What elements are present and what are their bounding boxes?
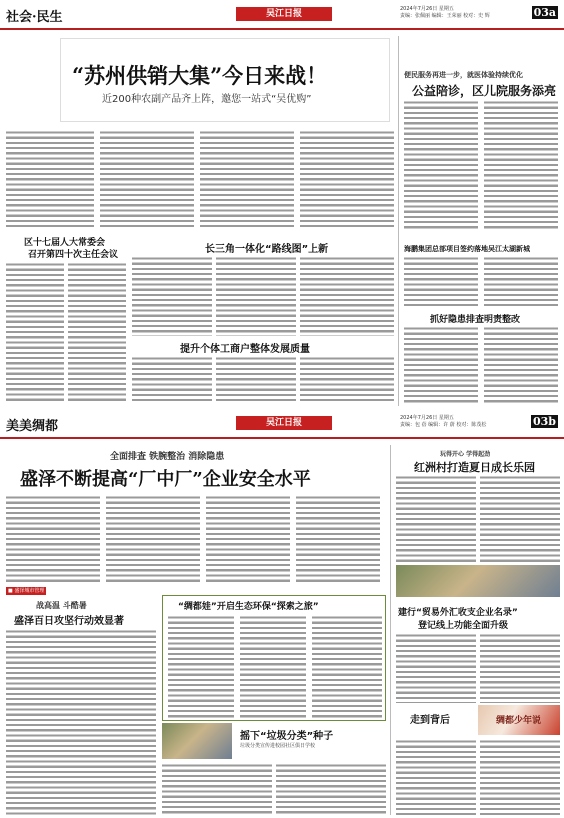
masthead-logo: 吴江日报 [236,416,332,430]
center-photo [162,723,232,759]
right-bottom-col-1 [396,739,476,815]
story4-headline: 提升个体工商户整体发展质量 [180,344,310,355]
right-bottom-headline: 走到背后 [410,715,450,726]
lead-article-col-3 [200,130,294,230]
page-meta: 2024年7月26日 星期五 责编：张佩丽 编辑：王荣丽 校对：史 辉 [400,6,490,19]
eco-headline: “绸都娃”开启生态环保“探索之旅” [178,602,319,612]
right-mid-col-1 [396,633,476,703]
story4-col-1 [132,356,212,404]
right-col-1 [404,100,478,230]
lead-col-1 [6,495,100,585]
lead-col-3 [206,495,290,585]
eco-col-2 [240,615,306,719]
page-03b [0,409,564,818]
page-number: 03b [533,415,556,428]
story2-col-1 [6,262,64,402]
story3-col-1 [132,256,212,336]
story2-col-2 [68,262,126,402]
right-mid-col-2 [480,633,560,703]
story3-col-2 [216,256,296,336]
right-headline: 公益陪诊，区儿院服务添亮 [412,84,557,98]
story3-headline: 长三角一体化“路线图”上新 [205,244,329,255]
eco-col-3 [312,615,382,719]
story2-headline-2: 召开第四十次主任会议 [28,250,119,260]
center-sub-col-2 [276,763,386,815]
masthead-logo: 吴江日报 [236,7,332,21]
column-tag: ■ 盛泽城市管理 [8,588,45,594]
lead-headline: 盛泽不断提高“厂中厂”企业安全水平 [20,469,311,490]
right-mid-headline-2: 登记线上功能全面升级 [418,621,509,631]
right-story3-col-1 [404,326,478,404]
lead-article-col-1 [6,130,94,230]
left-headline: 盛泽百日攻坚行动效显著 [14,616,124,627]
center-sub-col-1 [162,763,272,815]
right-story2-col-2 [484,256,558,306]
page-header [0,409,564,439]
right-photo [396,565,560,597]
story3-col-3 [300,256,394,336]
lead-article-col-2 [100,130,194,230]
lead-col-2 [106,495,200,585]
right-story3-col-2 [484,326,558,404]
page-header [0,0,564,30]
right-story3-headline: 抓好隐患排查明责整改 [430,315,521,325]
right-mid-headline-1: 建行“贸易外汇收支企业名录” [398,608,518,618]
story4-col-3 [300,356,394,404]
right-col-2 [480,475,560,563]
section-title: 美美绸都 [6,419,59,434]
right-headline: 红洲村打造夏日成长乐园 [414,461,535,474]
right-story2-headline: 海鹏集团总部项目签约落地吴江太湖新城 [404,245,530,253]
lead-headline: “苏州供销大集”今日来战！ [72,63,328,88]
story4-col-2 [216,356,296,404]
lead-kicker: 全面排查 铁腕整治 消除隐患 [110,452,225,462]
lead-subheadline: 近200种农副产品齐上阵，邀您一站式“吴优购” [102,94,312,105]
right-col-2 [484,100,558,230]
lead-article-col-4 [300,130,394,230]
center-sub-headline: 摇下“垃圾分类”种子 [240,731,334,742]
column-banner-label: 绸都少年说 [496,716,542,726]
column-divider [390,445,391,815]
right-kicker: 玩得开心 学得起劲 [440,451,491,458]
left-kicker: 战高温 斗酷暑 [36,601,87,610]
right-story2-col-1 [404,256,478,306]
eco-col-1 [168,615,234,719]
center-sub-kicker: 垃圾分类宣传进校园社区俱日学校 [240,743,316,749]
story2-headline-1: 区十七届人大常委会 [24,238,106,248]
lead-col-4 [296,495,380,585]
column-divider [398,36,399,406]
page-number: 03a [533,6,556,19]
page-meta: 2024年7月26日 星期五 责编：包 蓓 编辑：许 蔚 校对：陈茂松 [400,415,487,428]
column-banner [478,705,560,735]
right-col-1 [396,475,476,563]
right-kicker: 便民服务再进一步，就医体验持续优化 [404,71,523,79]
left-article [6,629,156,815]
right-bottom-col-2 [480,739,560,815]
section-title: 社会·民生 [6,10,63,25]
